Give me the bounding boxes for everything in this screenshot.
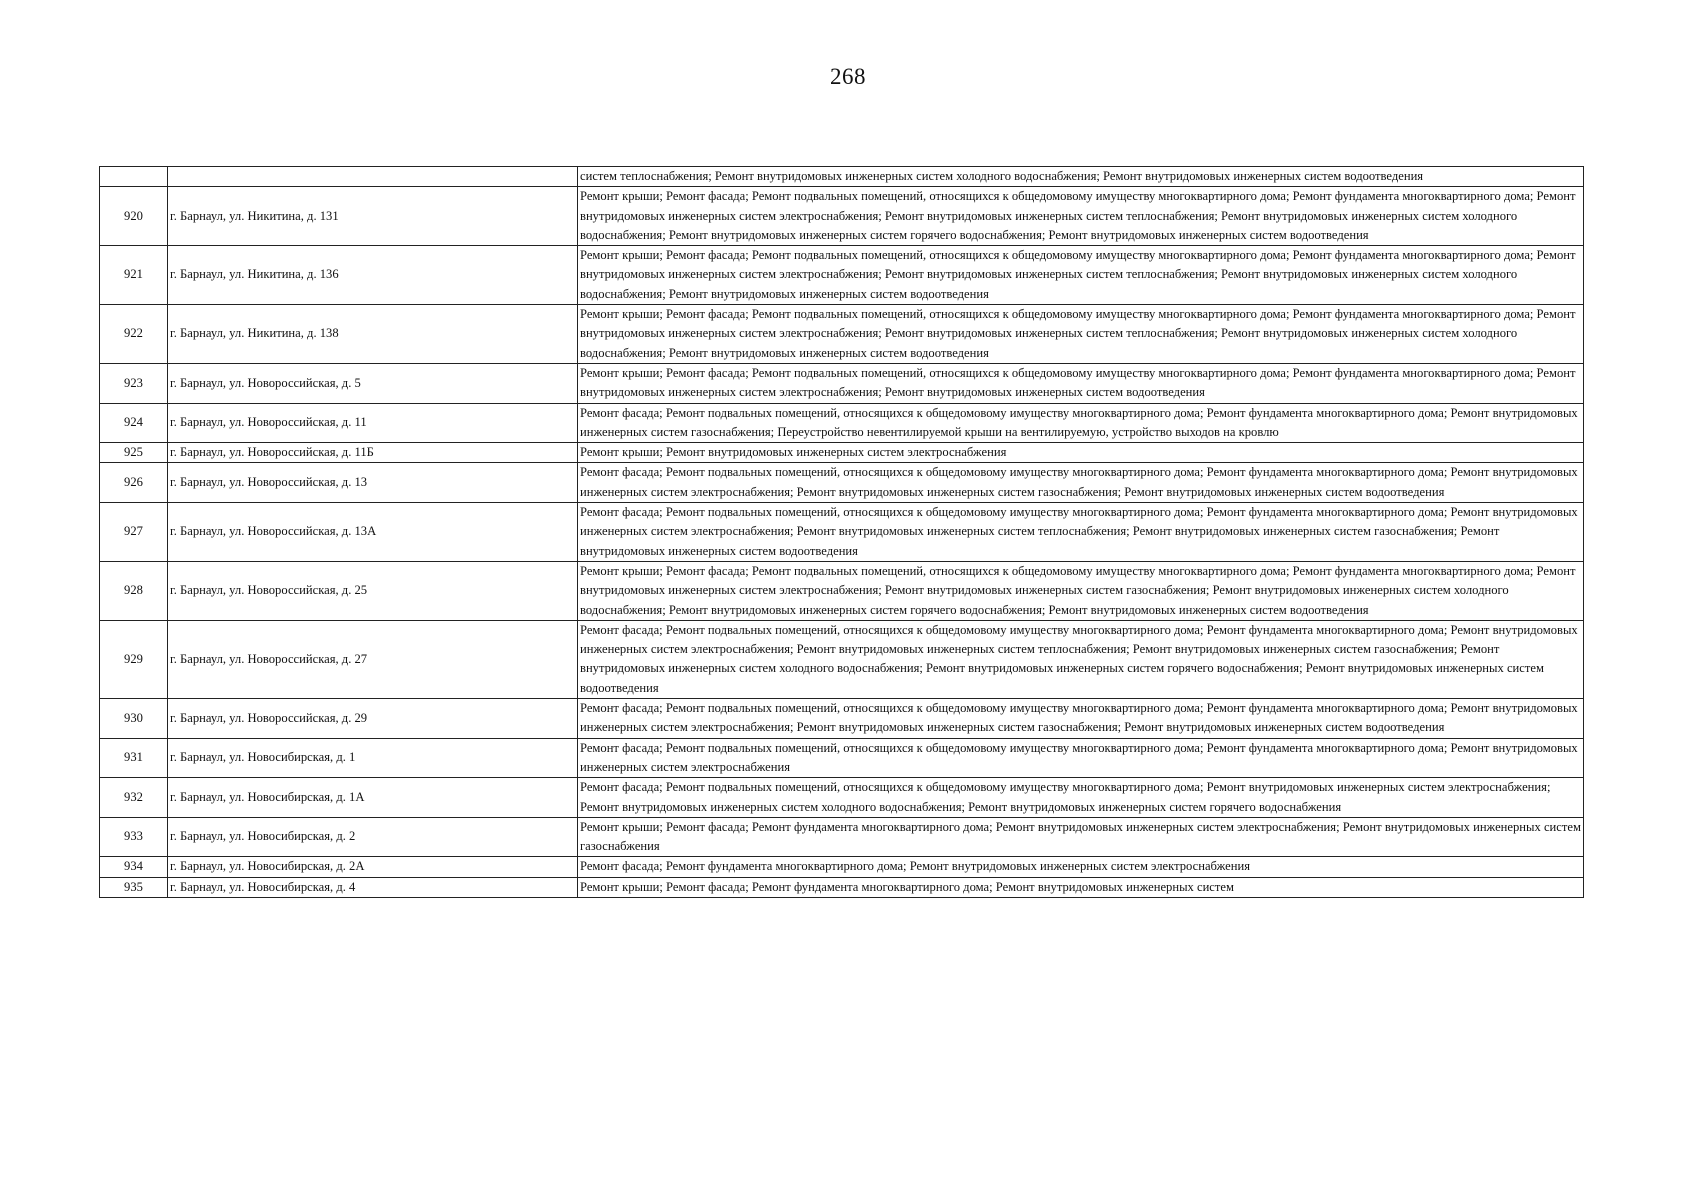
row-number: 924: [100, 403, 168, 443]
row-number: 920: [100, 187, 168, 246]
repair-works: Ремонт крыши; Ремонт фасада; Ремонт подвальных помещений, относящихся к общедомовому имуществу многоквартирного дома; Ремонт фундамента многоквартирного дома; Ремонт внутридомовых инженерных систем электроснабжения; Ремонт внутридомовых инженерных систем теплоснабжения; Ремонт внутридомовых инженерных систем холодного водоснабжения; Ремонт внутридомовых инженерных систем горячего водоснабжения; Ремонт внутридомовых инженерных систем водоотведения: [578, 187, 1584, 246]
row-number: 932: [100, 778, 168, 818]
row-number: 931: [100, 738, 168, 778]
repair-works: систем теплоснабжения; Ремонт внутридомовых инженерных систем холодного водоснабжения; Ремонт внутридомовых инженерных систем водоотведения: [578, 167, 1584, 187]
table-row: [100, 561, 1584, 620]
row-number: 929: [100, 620, 168, 698]
row-number: 923: [100, 363, 168, 403]
table-row: [100, 877, 1584, 897]
row-number: [100, 167, 168, 187]
repair-works: Ремонт крыши; Ремонт фасада; Ремонт подвальных помещений, относящихся к общедомовому имуществу многоквартирного дома; Ремонт фундамента многоквартирного дома; Ремонт внутридомовых инженерных систем электроснабжения; Ремонт внутридомовых инженерных систем теплоснабжения; Ремонт внутридомовых инженерных систем холодного водоснабжения; Ремонт внутридомовых инженерных систем водоотведения: [578, 246, 1584, 305]
repair-works: Ремонт крыши; Ремонт фасада; Ремонт фундамента многоквартирного дома; Ремонт внутридомовых инженерных систем электроснабжения; Ремонт внутридомовых инженерных систем газоснабжения: [578, 817, 1584, 857]
building-address: г. Барнаул, ул. Новосибирская, д. 4: [168, 877, 578, 897]
table-row: [100, 363, 1584, 403]
table-row: [100, 503, 1584, 562]
row-number: 922: [100, 305, 168, 364]
row-number: 927: [100, 503, 168, 562]
repair-register-table: [99, 166, 1584, 898]
page-number: 268: [830, 64, 866, 89]
repair-works: Ремонт фасада; Ремонт подвальных помещений, относящихся к общедомовому имуществу многоквартирного дома; Ремонт фундамента многоквартирного дома; Ремонт внутридомовых инженерных систем электроснабжения; Ремонт внутридомовых инженерных систем теплоснабжения; Ремонт внутридомовых инженерных систем газоснабжения; Ремонт внутридомовых инженерных систем водоотведения: [578, 503, 1584, 562]
repair-works: Ремонт фасада; Ремонт подвальных помещений, относящихся к общедомовому имуществу многоквартирного дома; Ремонт фундамента многоквартирного дома; Ремонт внутридомовых инженерных систем электроснабжения; Ремонт внутридомовых инженерных систем газоснабжения; Ремонт внутридомовых инженерных систем водоотведения: [578, 699, 1584, 739]
building-address: г. Барнаул, ул. Никитина, д. 136: [168, 246, 578, 305]
table-row: [100, 167, 1584, 187]
building-address: г. Барнаул, ул. Никитина, д. 131: [168, 187, 578, 246]
row-number: 926: [100, 463, 168, 503]
row-number: 930: [100, 699, 168, 739]
table-row: [100, 738, 1584, 778]
repair-works: Ремонт фасада; Ремонт подвальных помещений, относящихся к общедомовому имуществу многоквартирного дома; Ремонт фундамента многоквартирного дома; Ремонт внутридомовых инженерных систем газоснабжения; Переустройство невентилируемой крыши на вентилируемую, устройство выходов на кровлю: [578, 403, 1584, 443]
row-number: 928: [100, 561, 168, 620]
building-address: г. Барнаул, ул. Новороссийская, д. 13А: [168, 503, 578, 562]
table-row: [100, 187, 1584, 246]
building-address: г. Барнаул, ул. Новороссийская, д. 13: [168, 463, 578, 503]
row-number: 935: [100, 877, 168, 897]
building-address: г. Барнаул, ул. Новороссийская, д. 25: [168, 561, 578, 620]
building-address: г. Барнаул, ул. Новороссийская, д. 5: [168, 363, 578, 403]
repair-works: Ремонт фасада; Ремонт фундамента многоквартирного дома; Ремонт внутридомовых инженерных систем электроснабжения: [578, 857, 1584, 877]
table-row: [100, 857, 1584, 877]
building-address: г. Барнаул, ул. Новороссийская, д. 29: [168, 699, 578, 739]
building-address: г. Барнаул, ул. Никитина, д. 138: [168, 305, 578, 364]
repair-works: Ремонт фасада; Ремонт подвальных помещений, относящихся к общедомовому имуществу многоквартирного дома; Ремонт фундамента многоквартирного дома; Ремонт внутридомовых инженерных систем электроснабжения; Ремонт внутридомовых инженерных систем теплоснабжения; Ремонт внутридомовых инженерных систем газоснабжения; Ремонт внутридомовых инженерных систем холодного водоснабжения; Ремонт внутридомовых инженерных систем горячего водоснабжения; Ремонт внутридомовых инженерных систем водоотведения: [578, 620, 1584, 698]
table-row: [100, 817, 1584, 857]
repair-works: Ремонт крыши; Ремонт внутридомовых инженерных систем электроснабжения: [578, 443, 1584, 463]
table-row: [100, 305, 1584, 364]
repair-works: Ремонт крыши; Ремонт фасада; Ремонт подвальных помещений, относящихся к общедомовому имуществу многоквартирного дома; Ремонт фундамента многоквартирного дома; Ремонт внутридомовых инженерных систем электроснабжения; Ремонт внутридомовых инженерных систем газоснабжения; Ремонт внутридомовых инженерных систем холодного водоснабжения; Ремонт внутридомовых инженерных систем горячего водоснабжения; Ремонт внутридомовых инженерных систем водоотведения: [578, 561, 1584, 620]
building-address: г. Барнаул, ул. Новосибирская, д. 1А: [168, 778, 578, 818]
row-number: 921: [100, 246, 168, 305]
table-row: [100, 246, 1584, 305]
row-number: 934: [100, 857, 168, 877]
building-address: г. Барнаул, ул. Новороссийская, д. 11: [168, 403, 578, 443]
repair-works: Ремонт крыши; Ремонт фасада; Ремонт фундамента многоквартирного дома; Ремонт внутридомовых инженерных систем: [578, 877, 1584, 897]
building-address: г. Барнаул, ул. Новосибирская, д. 2А: [168, 857, 578, 877]
repair-works: Ремонт крыши; Ремонт фасада; Ремонт подвальных помещений, относящихся к общедомовому имуществу многоквартирного дома; Ремонт фундамента многоквартирного дома; Ремонт внутридомовых инженерных систем электроснабжения; Ремонт внутридомовых инженерных систем теплоснабжения; Ремонт внутридомовых инженерных систем холодного водоснабжения; Ремонт внутридомовых инженерных систем водоотведения: [578, 305, 1584, 364]
building-address: г. Барнаул, ул. Новороссийская, д. 11Б: [168, 443, 578, 463]
table-row: [100, 699, 1584, 739]
building-address: г. Барнаул, ул. Новороссийская, д. 27: [168, 620, 578, 698]
row-number: 933: [100, 817, 168, 857]
repair-works: Ремонт фасада; Ремонт подвальных помещений, относящихся к общедомовому имуществу многоквартирного дома; Ремонт фундамента многоквартирного дома; Ремонт внутридомовых инженерных систем электроснабжения; Ремонт внутридомовых инженерных систем газоснабжения; Ремонт внутридомовых инженерных систем водоотведения: [578, 463, 1584, 503]
row-number: 925: [100, 443, 168, 463]
repair-works: Ремонт крыши; Ремонт фасада; Ремонт подвальных помещений, относящихся к общедомовому имуществу многоквартирного дома; Ремонт фундамента многоквартирного дома; Ремонт внутридомовых инженерных систем электроснабжения; Ремонт внутридомовых инженерных систем водоотведения: [578, 363, 1584, 403]
table-row: [100, 620, 1584, 698]
table-row: [100, 443, 1584, 463]
table-row: [100, 463, 1584, 503]
repair-works: Ремонт фасада; Ремонт подвальных помещений, относящихся к общедомовому имуществу многоквартирного дома; Ремонт фундамента многоквартирного дома; Ремонт внутридомовых инженерных систем электроснабжения: [578, 738, 1584, 778]
building-address: г. Барнаул, ул. Новосибирская, д. 2: [168, 817, 578, 857]
building-address: [168, 167, 578, 187]
table-row: [100, 778, 1584, 818]
table-row: [100, 403, 1584, 443]
building-address: г. Барнаул, ул. Новосибирская, д. 1: [168, 738, 578, 778]
repair-works: Ремонт фасада; Ремонт подвальных помещений, относящихся к общедомовому имуществу многоквартирного дома; Ремонт внутридомовых инженерных систем электроснабжения; Ремонт внутридомовых инженерных систем холодного водоснабжения; Ремонт внутридомовых инженерных систем горячего водоснабжения: [578, 778, 1584, 818]
